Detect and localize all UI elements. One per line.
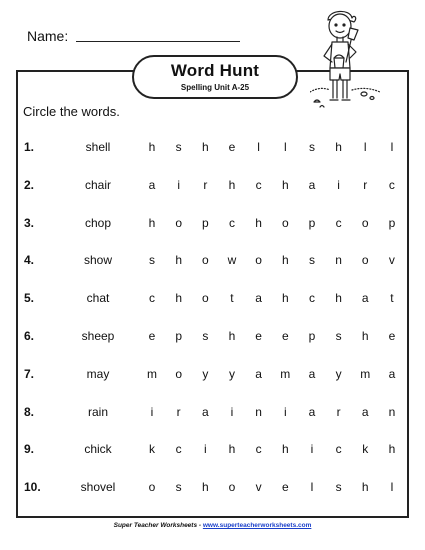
letter[interactable]: e bbox=[281, 329, 289, 343]
letter[interactable]: c bbox=[335, 442, 342, 457]
letter[interactable]: h bbox=[281, 442, 289, 457]
letter[interactable]: o bbox=[148, 480, 156, 495]
row-number: 3. bbox=[24, 215, 35, 230]
letter[interactable]: i bbox=[177, 177, 180, 192]
letter[interactable]: a bbox=[255, 366, 262, 381]
footer-brand: Super Teacher Worksheets bbox=[113, 522, 198, 529]
letter[interactable]: h bbox=[361, 480, 369, 495]
row-number: 7. bbox=[24, 366, 35, 381]
letter[interactable]: l bbox=[310, 480, 314, 495]
letter[interactable]: h bbox=[175, 291, 182, 306]
letter[interactable]: p bbox=[201, 215, 209, 230]
spelling-word: chat bbox=[86, 291, 110, 306]
letter[interactable]: c bbox=[149, 291, 155, 306]
letter[interactable]: h bbox=[175, 253, 182, 268]
letter[interactable]: i bbox=[203, 442, 207, 457]
boy-with-shovel-illustration bbox=[310, 6, 380, 114]
letter[interactable]: p bbox=[308, 329, 316, 343]
letter-sequence bbox=[146, 253, 398, 267]
spelling-word: show bbox=[83, 253, 112, 268]
letter[interactable]: l bbox=[257, 140, 260, 154]
word-row bbox=[0, 329, 425, 349]
word-row bbox=[0, 253, 425, 273]
letter[interactable]: r bbox=[203, 177, 208, 192]
letter-sequence bbox=[146, 367, 398, 381]
letter[interactable]: n bbox=[388, 404, 396, 419]
letter[interactable]: l bbox=[390, 480, 394, 495]
letter[interactable]: s bbox=[335, 329, 342, 343]
letter[interactable]: k bbox=[362, 442, 369, 457]
letter[interactable]: c bbox=[308, 291, 315, 306]
letter[interactable]: v bbox=[388, 253, 395, 268]
letter[interactable]: n bbox=[255, 404, 262, 419]
letter[interactable]: h bbox=[361, 329, 369, 343]
row-number: 8. bbox=[24, 404, 35, 419]
letter[interactable]: e bbox=[281, 480, 289, 495]
name-line bbox=[76, 41, 240, 42]
letter[interactable]: s bbox=[175, 480, 182, 495]
letter[interactable]: h bbox=[255, 215, 262, 230]
letter[interactable]: h bbox=[201, 140, 209, 154]
letter[interactable]: o bbox=[228, 480, 236, 495]
letter[interactable]: e bbox=[148, 329, 156, 343]
word-row bbox=[0, 405, 425, 425]
word-row bbox=[0, 480, 425, 500]
letter[interactable]: m bbox=[147, 366, 157, 381]
letter[interactable]: a bbox=[388, 366, 396, 381]
letter[interactable]: h bbox=[335, 140, 342, 154]
letter[interactable]: a bbox=[361, 291, 369, 306]
instructions: Circle the words. bbox=[23, 104, 120, 119]
letter[interactable]: a bbox=[308, 366, 316, 381]
letter[interactable]: l bbox=[283, 140, 287, 154]
letter[interactable]: a bbox=[148, 177, 156, 192]
letter[interactable]: h bbox=[228, 329, 236, 343]
row-number: 4. bbox=[24, 253, 35, 268]
letter[interactable]: h bbox=[228, 442, 236, 457]
letter-sequence bbox=[146, 140, 398, 154]
spelling-word: rain bbox=[87, 404, 108, 419]
letter-sequence bbox=[146, 291, 398, 305]
letter[interactable]: s bbox=[202, 329, 209, 343]
letter[interactable]: c bbox=[175, 442, 182, 457]
letter-sequence bbox=[146, 216, 398, 230]
letter[interactable]: n bbox=[335, 253, 342, 268]
name-label: Name: bbox=[27, 28, 69, 44]
letter[interactable]: i bbox=[230, 404, 234, 419]
spelling-word: sheep bbox=[81, 329, 115, 343]
row-number: 9. bbox=[24, 442, 35, 457]
letter[interactable]: v bbox=[255, 480, 262, 495]
word-row bbox=[0, 140, 425, 160]
title-banner bbox=[132, 55, 298, 99]
letter[interactable]: c bbox=[335, 215, 342, 230]
spelling-word: chick bbox=[84, 442, 112, 457]
letter[interactable]: h bbox=[148, 215, 156, 230]
footer-separator: - bbox=[198, 522, 202, 529]
word-row bbox=[0, 178, 425, 198]
spelling-word: may bbox=[86, 366, 110, 381]
letter[interactable]: k bbox=[149, 442, 155, 457]
footer bbox=[0, 522, 425, 529]
letter[interactable]: p bbox=[308, 215, 316, 230]
letter[interactable]: o bbox=[175, 366, 182, 381]
letter[interactable]: o bbox=[361, 253, 369, 268]
letter[interactable]: h bbox=[228, 177, 236, 192]
letter[interactable]: s bbox=[308, 140, 315, 154]
letter[interactable]: o bbox=[361, 215, 369, 230]
letter[interactable]: s bbox=[308, 253, 315, 268]
letter[interactable]: a bbox=[361, 404, 369, 419]
footer-url[interactable]: www.superteacherworksheets.com bbox=[202, 522, 312, 529]
letter[interactable]: c bbox=[228, 215, 235, 230]
worksheet-title: Word Hunt bbox=[170, 61, 260, 80]
letter[interactable]: c bbox=[388, 177, 395, 192]
letter[interactable]: a bbox=[308, 177, 316, 192]
letter-sequence bbox=[146, 329, 398, 343]
letter[interactable]: h bbox=[201, 480, 209, 495]
word-row bbox=[0, 367, 425, 387]
letter[interactable]: c bbox=[255, 177, 262, 192]
letter[interactable]: o bbox=[201, 291, 209, 306]
letter[interactable]: h bbox=[148, 140, 156, 154]
worksheet-subtitle: Spelling Unit A-25 bbox=[180, 83, 250, 92]
row-number: 5. bbox=[24, 291, 35, 306]
letter[interactable]: m bbox=[280, 366, 291, 381]
letter[interactable]: o bbox=[281, 215, 289, 230]
letter[interactable]: r bbox=[336, 404, 341, 419]
letter[interactable]: r bbox=[176, 404, 181, 419]
word-row bbox=[0, 442, 425, 462]
letter[interactable]: t bbox=[230, 291, 234, 306]
word-row bbox=[0, 216, 425, 236]
letter[interactable]: s bbox=[175, 140, 182, 154]
spelling-word: shovel bbox=[80, 480, 116, 495]
letter[interactable]: h bbox=[281, 291, 289, 306]
letter-sequence bbox=[146, 178, 398, 192]
letter[interactable]: l bbox=[363, 140, 367, 154]
letter-sequence bbox=[146, 405, 398, 419]
letter[interactable]: e bbox=[228, 140, 236, 154]
letter[interactable]: s bbox=[149, 253, 155, 268]
letter[interactable]: h bbox=[388, 442, 396, 457]
letter[interactable]: a bbox=[308, 404, 316, 419]
letter[interactable]: y bbox=[202, 366, 209, 381]
letter-sequence bbox=[146, 480, 398, 494]
spelling-word: shell bbox=[85, 140, 111, 154]
word-row bbox=[0, 291, 425, 311]
letter[interactable]: h bbox=[281, 177, 289, 192]
letter[interactable]: p bbox=[388, 215, 396, 230]
spelling-word: chair bbox=[84, 177, 111, 192]
letter[interactable]: y bbox=[228, 366, 235, 381]
letter[interactable]: h bbox=[335, 291, 342, 306]
letter[interactable]: i bbox=[310, 442, 314, 457]
letter[interactable]: a bbox=[255, 291, 262, 306]
letter[interactable]: c bbox=[255, 442, 262, 457]
letter[interactable]: o bbox=[255, 253, 262, 268]
letter[interactable]: l bbox=[390, 140, 394, 154]
letter-sequence bbox=[146, 442, 398, 456]
letter[interactable]: r bbox=[363, 177, 368, 192]
letter[interactable]: i bbox=[337, 177, 340, 192]
letter[interactable]: m bbox=[360, 366, 371, 381]
letter[interactable]: i bbox=[283, 404, 287, 419]
letter[interactable]: t bbox=[390, 291, 394, 306]
letter[interactable]: o bbox=[201, 253, 209, 268]
letter[interactable]: h bbox=[281, 253, 289, 268]
row-number: 1. bbox=[24, 140, 35, 154]
letter[interactable]: s bbox=[335, 480, 342, 495]
letter[interactable]: e bbox=[388, 329, 396, 343]
letter[interactable]: a bbox=[201, 404, 209, 419]
letter[interactable]: o bbox=[175, 215, 182, 230]
letter[interactable]: w bbox=[227, 253, 237, 268]
spelling-word: chop bbox=[84, 215, 112, 230]
letter[interactable]: p bbox=[175, 329, 182, 343]
letter[interactable]: y bbox=[335, 366, 342, 381]
row-number: 6. bbox=[24, 329, 35, 343]
letter[interactable]: e bbox=[255, 329, 262, 343]
letter[interactable]: i bbox=[150, 404, 154, 419]
row-number: 2. bbox=[24, 177, 35, 192]
row-number: 10. bbox=[24, 480, 41, 495]
